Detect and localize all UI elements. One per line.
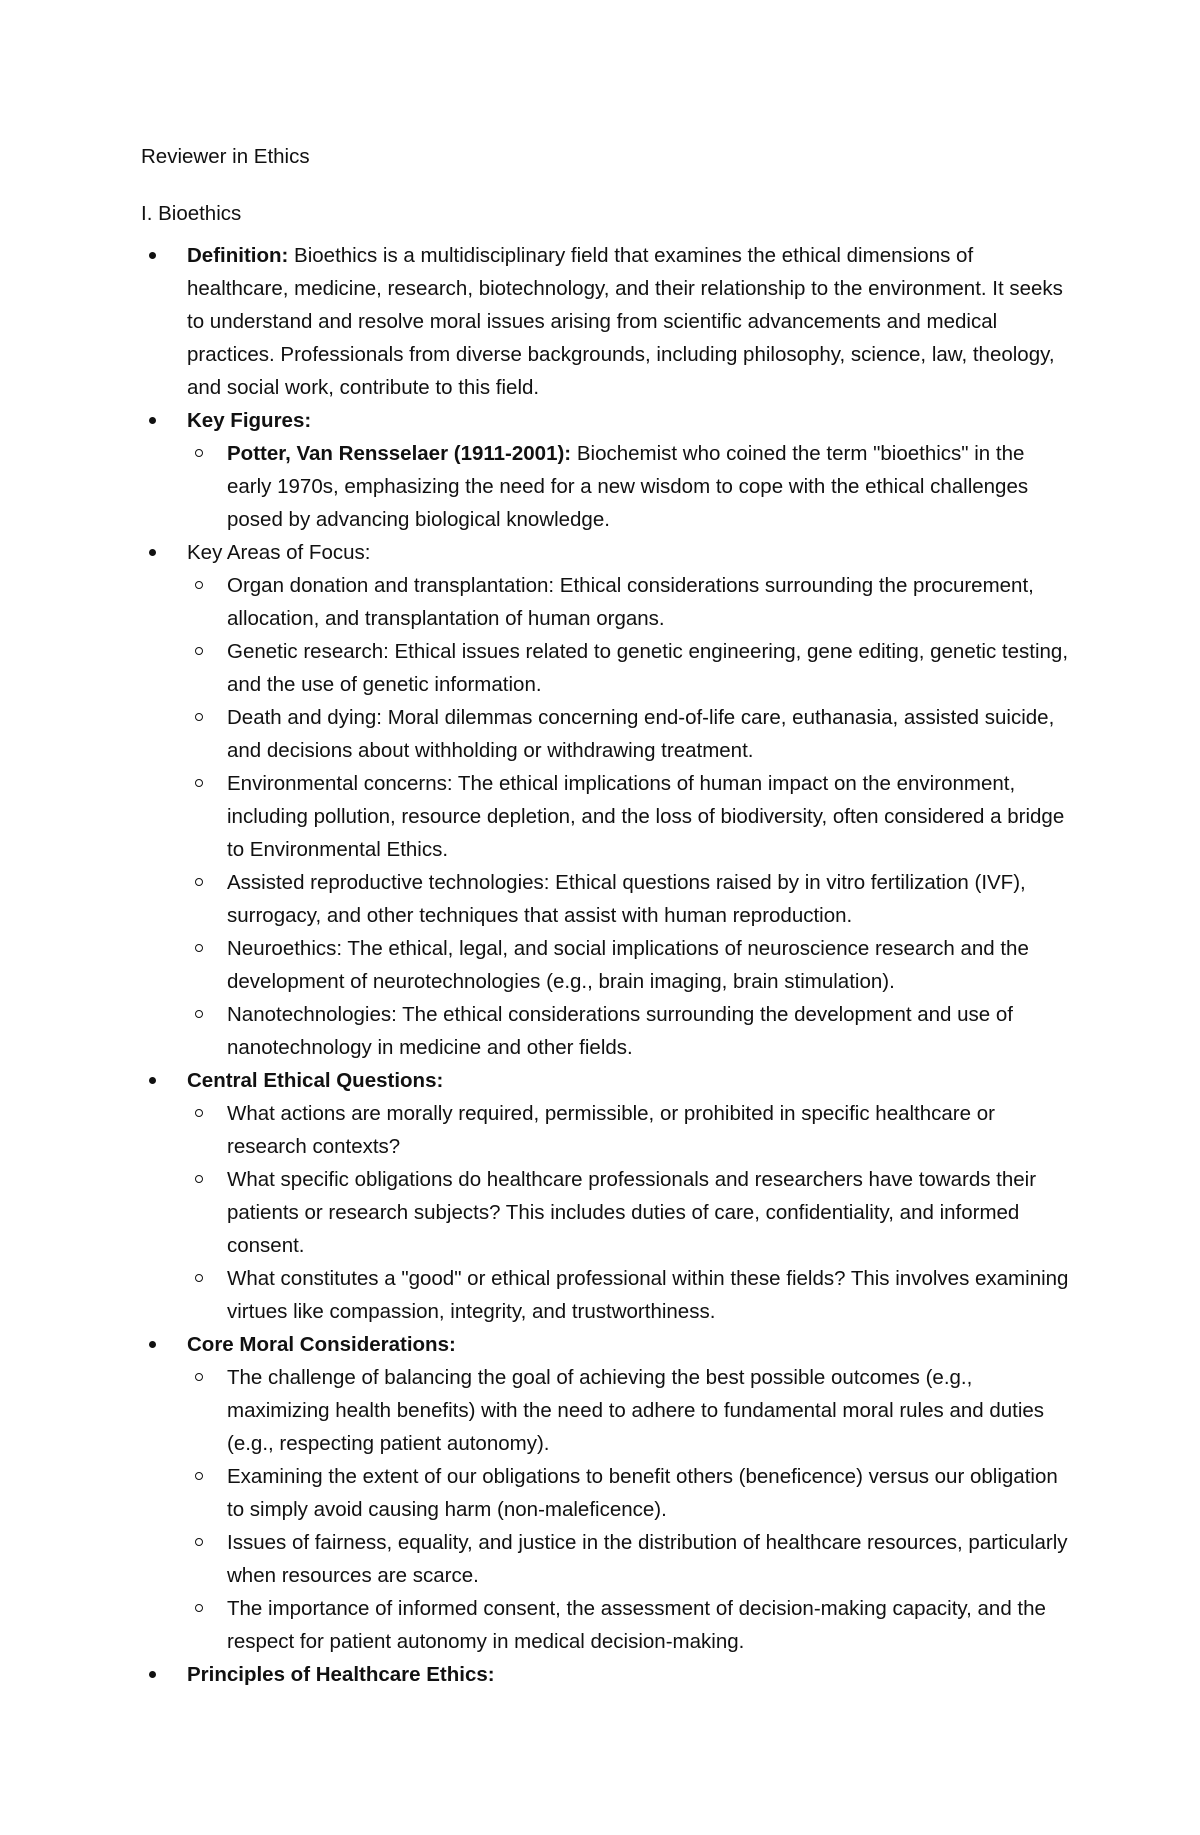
list-item: Nanotechnologies: The ethical considerations surrounding the development and use of nanotechnology in medicine and other fields.	[187, 998, 1070, 1064]
list-item: Neuroethics: The ethical, legal, and social implications of neuroscience research and the development of neurotechnologies (e.g., brain imaging, brain stimulation).	[187, 932, 1070, 998]
principles-label: Principles of Healthcare Ethics:	[187, 1663, 495, 1686]
key-areas-label: Key Areas of Focus:	[187, 541, 371, 564]
key-figure-potter	[187, 437, 1070, 536]
bioethics-list	[141, 239, 1070, 1691]
list-item: Organ donation and transplantation: Ethical considerations surrounding the procurement, allocation, and transplantation of human organs.	[187, 569, 1070, 635]
list-item: What actions are morally required, permissible, or prohibited in specific healthcare or research contexts?	[187, 1097, 1070, 1163]
central-questions-label: Central Ethical Questions:	[187, 1069, 444, 1092]
core-considerations-label: Core Moral Considerations:	[187, 1333, 456, 1356]
core-considerations-list	[187, 1361, 1070, 1658]
key-figures-label: Key Figures:	[187, 409, 312, 432]
principles-item	[141, 1658, 1070, 1691]
list-item: What specific obligations do healthcare professionals and researchers have towards their patients or research subjects? This includes duties of care, confidentiality, and informed consent.	[187, 1163, 1070, 1262]
definition-label: Definition:	[187, 244, 289, 267]
list-item: The importance of informed consent, the assessment of decision-making capacity, and the respect for patient autonomy in medical decision-making.	[187, 1592, 1070, 1658]
key-areas-list	[187, 569, 1070, 1064]
key-figures-list	[187, 437, 1070, 536]
section-title: I. Bioethics	[141, 202, 242, 225]
core-considerations-item	[141, 1328, 1070, 1658]
definition-item	[141, 239, 1070, 404]
list-item: The challenge of balancing the goal of achieving the best possible outcomes (e.g., maximizing health benefits) with the need to adhere to fundamental moral rules and duties (e.g., respecting patient autonomy).	[187, 1361, 1070, 1460]
list-item: What constitutes a "good" or ethical professional within these fields? This involves examining virtues like compassion, integrity, and trustworthiness.	[187, 1262, 1070, 1328]
list-item: Assisted reproductive technologies: Ethical questions raised by in vitro fertilization (IVF), surrogacy, and other techniques that assist with human reproduction.	[187, 866, 1070, 932]
list-item: Genetic research: Ethical issues related to genetic engineering, gene editing, genetic testing, and the use of genetic information.	[187, 635, 1070, 701]
key-figures-item	[141, 404, 1070, 536]
document-title: Reviewer in Ethics	[141, 145, 310, 168]
list-item: Examining the extent of our obligations to benefit others (beneficence) versus our obligation to simply avoid causing harm (non-maleficence).	[187, 1460, 1070, 1526]
key-areas-item	[141, 536, 1070, 1064]
list-item: Death and dying: Moral dilemmas concerning end-of-life care, euthanasia, assisted suicide, and decisions about withholding or withdrawing treatment.	[187, 701, 1070, 767]
list-item: Issues of fairness, equality, and justice in the distribution of healthcare resources, particularly when resources are scarce.	[187, 1526, 1070, 1592]
key-figure-name: Potter, Van Rensselaer (1911-2001):	[227, 442, 572, 465]
key-figure-text: Biochemist who coined the term "bioethics" in the early 1970s, emphasizing the need for a new wisdom to cope with the ethical challenges posed by advancing biological knowledge.	[227, 442, 1029, 531]
list-item: Environmental concerns: The ethical implications of human impact on the environment, including pollution, resource depletion, and the loss of biodiversity, often considered a bridge to Environmental Ethics.	[187, 767, 1070, 866]
central-questions-item	[141, 1064, 1070, 1328]
definition-text: Bioethics is a multidisciplinary field that examines the ethical dimensions of healthcare, medicine, research, biotechnology, and their relationship to the environment. It seeks to understand and resolve moral issues arising from scientific advancements and medical practices. Professionals from diverse backgrounds, including philosophy, science, law, theology, and social work, contribute to this field.	[187, 244, 1063, 399]
central-questions-list	[187, 1097, 1070, 1328]
